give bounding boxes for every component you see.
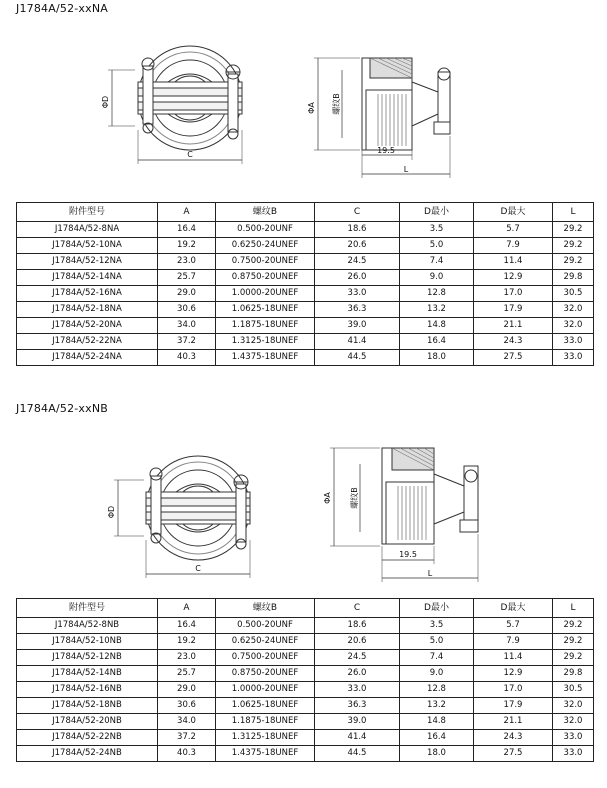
cell: 29.8 xyxy=(553,666,594,682)
cell: J1784A/52-16NB xyxy=(17,682,158,698)
cell: 26.0 xyxy=(315,270,400,286)
cell: 24.3 xyxy=(474,730,553,746)
table-row xyxy=(17,238,594,254)
cell: 33.0 xyxy=(553,746,594,762)
cell: 12.9 xyxy=(474,666,553,682)
cell: 1.3125-18UNEF xyxy=(216,730,315,746)
cell: 19.2 xyxy=(158,634,216,650)
cell: 9.0 xyxy=(400,270,474,286)
cell: 36.3 xyxy=(315,302,400,318)
table-row xyxy=(17,334,594,350)
dim-phi-a: ΦA xyxy=(323,492,332,504)
cell: J1784A/52-8NA xyxy=(17,222,158,238)
cell: J1784A/52-10NA xyxy=(17,238,158,254)
cell: 33.0 xyxy=(315,286,400,302)
cell: 1.1875-18UNEF xyxy=(216,714,315,730)
dim-19-5: 19.5 xyxy=(377,146,395,155)
cell: 44.5 xyxy=(315,746,400,762)
cell: 1.3125-18UNEF xyxy=(216,334,315,350)
cell: 29.2 xyxy=(553,618,594,634)
cell: 29.2 xyxy=(553,222,594,238)
cell: 12.8 xyxy=(400,682,474,698)
cell: 12.8 xyxy=(400,286,474,302)
table-row xyxy=(17,714,594,730)
col-header: L xyxy=(553,203,594,222)
col-header: D最小 xyxy=(400,599,474,618)
cell: 1.1875-18UNEF xyxy=(216,318,315,334)
cell: 16.4 xyxy=(158,618,216,634)
col-header: 附件型号 xyxy=(17,599,158,618)
cell: 11.4 xyxy=(474,254,553,270)
cell: 24.5 xyxy=(315,650,400,666)
cell: 27.5 xyxy=(474,350,553,366)
cell: 32.0 xyxy=(553,318,594,334)
cell: 29.2 xyxy=(553,254,594,270)
cell: 11.4 xyxy=(474,650,553,666)
spec-table-na xyxy=(16,202,594,366)
table-row xyxy=(17,650,594,666)
cell: 0.8750-20UNEF xyxy=(216,666,315,682)
cell: J1784A/52-18NB xyxy=(17,698,158,714)
dim-l: L xyxy=(403,165,409,174)
cell: 18.0 xyxy=(400,746,474,762)
table-row xyxy=(17,730,594,746)
col-header: D最大 xyxy=(474,203,553,222)
cell: 25.7 xyxy=(158,666,216,682)
table-row xyxy=(17,746,594,762)
cell: 29.0 xyxy=(158,682,216,698)
cell: 44.5 xyxy=(315,350,400,366)
cell: 24.3 xyxy=(474,334,553,350)
cell: 1.0000-20UNEF xyxy=(216,682,315,698)
cell: 19.2 xyxy=(158,238,216,254)
cell: 30.6 xyxy=(158,302,216,318)
cell: 33.0 xyxy=(315,682,400,698)
cell: 0.6250-24UNEF xyxy=(216,634,315,650)
cell: 29.8 xyxy=(553,270,594,286)
dim-19-5: 19.5 xyxy=(399,550,417,559)
cell: J1784A/52-24NA xyxy=(17,350,158,366)
cell: 39.0 xyxy=(315,318,400,334)
section-title-na: J1784A/52-xxNA xyxy=(16,2,109,15)
table-header-row xyxy=(17,599,594,618)
cell: 1.0000-20UNEF xyxy=(216,286,315,302)
cell: 0.500-20UNF xyxy=(216,222,315,238)
dim-thread: 螺纹B xyxy=(332,93,341,115)
col-header: D最小 xyxy=(400,203,474,222)
cell: 16.4 xyxy=(158,222,216,238)
drawing-nb xyxy=(0,436,607,596)
col-header: L xyxy=(553,599,594,618)
col-header: C xyxy=(315,599,400,618)
cell: 29.0 xyxy=(158,286,216,302)
cell: 0.8750-20UNEF xyxy=(216,270,315,286)
cell: 0.6250-24UNEF xyxy=(216,238,315,254)
cell: 16.4 xyxy=(400,730,474,746)
table-row xyxy=(17,666,594,682)
table-row xyxy=(17,618,594,634)
col-header: D最大 xyxy=(474,599,553,618)
cell: 7.4 xyxy=(400,650,474,666)
table-row xyxy=(17,682,594,698)
col-header: 螺纹B xyxy=(216,599,315,618)
cell: 1.4375-18UNEF xyxy=(216,350,315,366)
connector-side-view xyxy=(362,58,450,150)
cell: J1784A/52-14NB xyxy=(17,666,158,682)
cell: 37.2 xyxy=(158,730,216,746)
cell: 23.0 xyxy=(158,254,216,270)
cell: 5.0 xyxy=(400,634,474,650)
cell: J1784A/52-16NA xyxy=(17,286,158,302)
cell: 27.5 xyxy=(474,746,553,762)
table-row xyxy=(17,254,594,270)
cell: J1784A/52-10NB xyxy=(17,634,158,650)
table-row xyxy=(17,350,594,366)
cell: 29.2 xyxy=(553,238,594,254)
cell: J1784A/52-14NA xyxy=(17,270,158,286)
cell: 9.0 xyxy=(400,666,474,682)
col-header: A xyxy=(158,203,216,222)
cell: 1.0625-18UNEF xyxy=(216,302,315,318)
cell: 40.3 xyxy=(158,350,216,366)
cell: 5.7 xyxy=(474,618,553,634)
cell: 32.0 xyxy=(553,302,594,318)
cell: 0.7500-20UNEF xyxy=(216,254,315,270)
cell: J1784A/52-22NA xyxy=(17,334,158,350)
cell: J1784A/52-12NA xyxy=(17,254,158,270)
col-header: A xyxy=(158,599,216,618)
cell: 29.2 xyxy=(553,650,594,666)
cell: 14.8 xyxy=(400,714,474,730)
cell: 18.6 xyxy=(315,222,400,238)
cell: 26.0 xyxy=(315,666,400,682)
dim-l: L xyxy=(427,569,433,578)
dim-c: C xyxy=(187,150,193,159)
cell: J1784A/52-20NB xyxy=(17,714,158,730)
dim-thread: 螺纹B xyxy=(350,487,359,509)
table-row xyxy=(17,222,594,238)
cell: 33.0 xyxy=(553,350,594,366)
cell: 17.0 xyxy=(474,286,553,302)
dim-c: C xyxy=(195,564,201,573)
cell: J1784A/52-18NA xyxy=(17,302,158,318)
cell: 41.4 xyxy=(315,730,400,746)
connector-side-view xyxy=(382,448,478,544)
cell: J1784A/52-22NB xyxy=(17,730,158,746)
cell: 20.6 xyxy=(315,634,400,650)
cell: 30.5 xyxy=(553,682,594,698)
cell: 25.7 xyxy=(158,270,216,286)
cell: 32.0 xyxy=(553,714,594,730)
cell: 17.0 xyxy=(474,682,553,698)
col-header: 螺纹B xyxy=(216,203,315,222)
cell: 7.9 xyxy=(474,634,553,650)
table-row xyxy=(17,634,594,650)
cell: 32.0 xyxy=(553,698,594,714)
cell: 34.0 xyxy=(158,714,216,730)
cell: 39.0 xyxy=(315,714,400,730)
cell: 34.0 xyxy=(158,318,216,334)
clamp-front-view xyxy=(138,46,242,150)
section-title-nb: J1784A/52-xxNB xyxy=(16,402,109,415)
cell: 37.2 xyxy=(158,334,216,350)
cell: 1.0625-18UNEF xyxy=(216,698,315,714)
cell: 5.0 xyxy=(400,238,474,254)
spec-table-nb xyxy=(16,598,594,762)
dim-phi-d: ΦD xyxy=(107,505,116,519)
cell: 29.2 xyxy=(553,634,594,650)
table-row xyxy=(17,270,594,286)
col-header: C xyxy=(315,203,400,222)
cell: 33.0 xyxy=(553,730,594,746)
cell: 3.5 xyxy=(400,222,474,238)
cell: J1784A/52-8NB xyxy=(17,618,158,634)
cell: 0.7500-20UNEF xyxy=(216,650,315,666)
cell: 7.4 xyxy=(400,254,474,270)
drawing-na xyxy=(0,30,607,190)
cell: 21.1 xyxy=(474,714,553,730)
cell: 30.6 xyxy=(158,698,216,714)
cell: 1.4375-18UNEF xyxy=(216,746,315,762)
table-row xyxy=(17,318,594,334)
cell: 40.3 xyxy=(158,746,216,762)
cell: 24.5 xyxy=(315,254,400,270)
dim-phi-a: ΦA xyxy=(307,102,316,114)
cell: 21.1 xyxy=(474,318,553,334)
clamp-front-view xyxy=(146,456,250,560)
col-header: 附件型号 xyxy=(17,203,158,222)
table-row xyxy=(17,302,594,318)
cell: 18.6 xyxy=(315,618,400,634)
cell: 13.2 xyxy=(400,302,474,318)
table-row xyxy=(17,698,594,714)
table-header-row xyxy=(17,203,594,222)
cell: 20.6 xyxy=(315,238,400,254)
cell: 41.4 xyxy=(315,334,400,350)
cell: 17.9 xyxy=(474,698,553,714)
cell: 33.0 xyxy=(553,334,594,350)
cell: 7.9 xyxy=(474,238,553,254)
cell: J1784A/52-12NB xyxy=(17,650,158,666)
cell: 0.500-20UNF xyxy=(216,618,315,634)
cell: 17.9 xyxy=(474,302,553,318)
cell: 36.3 xyxy=(315,698,400,714)
cell: 3.5 xyxy=(400,618,474,634)
table-row xyxy=(17,286,594,302)
cell: 23.0 xyxy=(158,650,216,666)
cell: J1784A/52-24NB xyxy=(17,746,158,762)
dim-phi-d: ΦD xyxy=(101,95,110,109)
cell: 16.4 xyxy=(400,334,474,350)
cell: 18.0 xyxy=(400,350,474,366)
cell: 14.8 xyxy=(400,318,474,334)
cell: 12.9 xyxy=(474,270,553,286)
cell: 5.7 xyxy=(474,222,553,238)
cell: J1784A/52-20NA xyxy=(17,318,158,334)
cell: 13.2 xyxy=(400,698,474,714)
cell: 30.5 xyxy=(553,286,594,302)
